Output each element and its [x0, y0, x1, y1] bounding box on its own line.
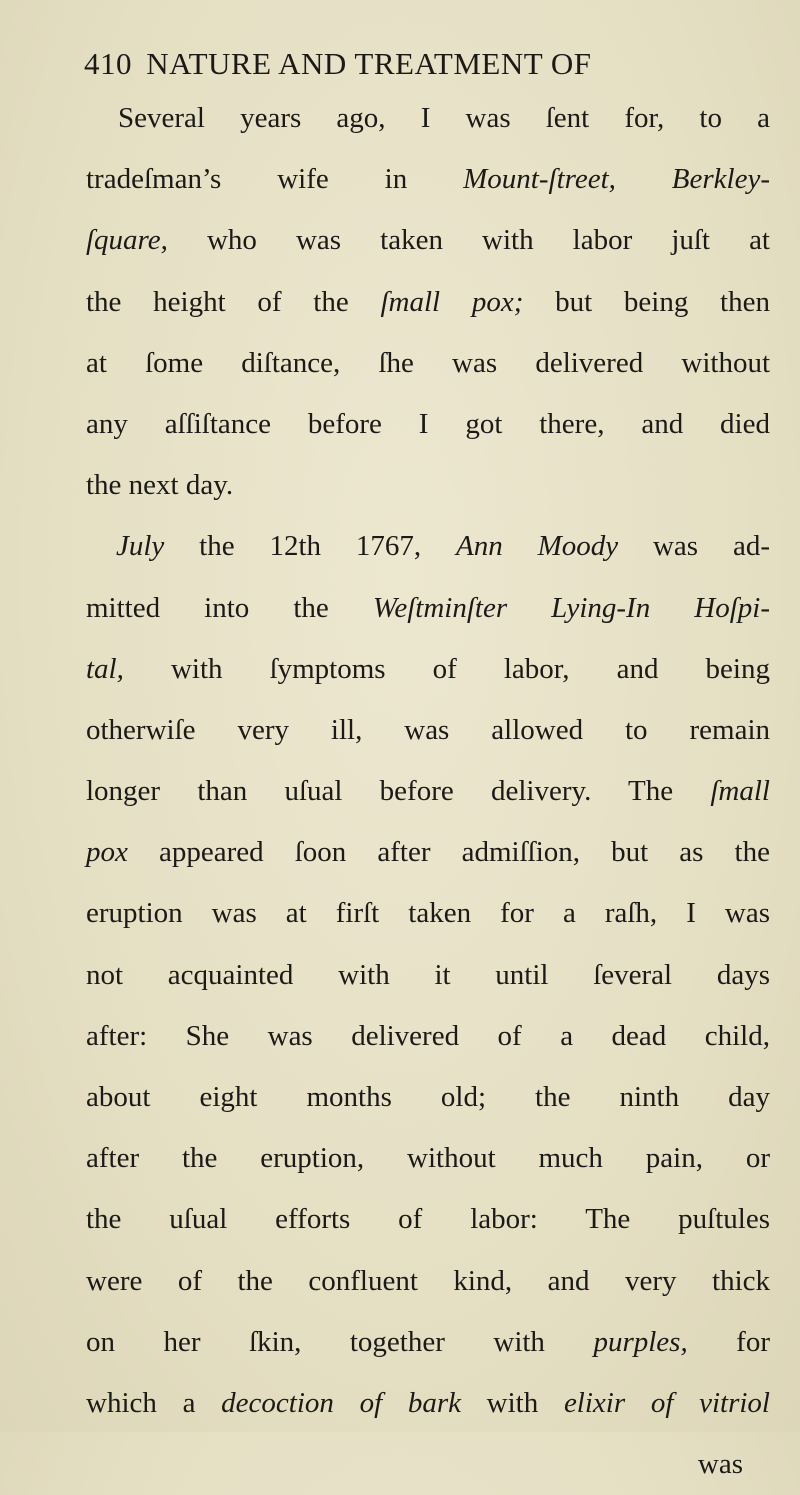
text-run: ſmall pox;: [380, 285, 524, 318]
text-line: [86, 1251, 770, 1312]
text-line: [86, 1128, 770, 1189]
text-run: tradeſman’s wife in: [86, 163, 464, 196]
body-text: [86, 88, 786, 1495]
text-run: purples,: [593, 1325, 688, 1358]
text-line: [86, 394, 770, 455]
text-line: [86, 578, 770, 639]
text-line: [86, 1067, 770, 1128]
text-run: Ann Moody: [456, 530, 619, 563]
text-line: [86, 883, 770, 944]
text-run: but being then: [523, 285, 770, 318]
text-run: the next day.: [86, 469, 234, 502]
text-line: [86, 333, 770, 394]
text-run: ſquare,: [86, 224, 168, 257]
text-run: on her ſkin, together with: [86, 1325, 594, 1358]
text-run: which a: [86, 1386, 222, 1419]
text-run: Mount-ſtreet, Berkley-: [463, 163, 771, 196]
text-line: [86, 88, 770, 149]
text-line: [86, 700, 770, 761]
text-run: about eight months old; the ninth day: [86, 1081, 770, 1113]
text-run: elixir of vitriol: [563, 1386, 770, 1419]
running-head: [84, 46, 592, 82]
page-number: 410: [84, 46, 132, 81]
text-run: was ad-: [618, 530, 770, 563]
text-line: [86, 1373, 770, 1434]
text-run: with ſymptoms of labor, and being: [123, 652, 770, 685]
text-run: tal,: [86, 652, 124, 685]
text-run: pox: [86, 836, 128, 869]
text-run: after: She was delivered of a dead child,: [86, 1019, 770, 1052]
text-run: the uſual efforts of labor: The puſtules: [86, 1203, 770, 1236]
text-line: [86, 639, 770, 700]
text-run: were of the confluent kind, and very thick: [86, 1264, 770, 1297]
text-run: with: [460, 1386, 564, 1419]
text-run: July: [116, 530, 165, 563]
text-line: [86, 945, 770, 1006]
text-run: after the eruption, without much pain, or: [86, 1142, 770, 1175]
text-run: decoction of bark: [221, 1386, 461, 1419]
text-run: longer than uſual before delivery. The: [86, 775, 711, 808]
text-run: at ſome diſtance, ſhe was delivered without: [86, 346, 770, 379]
text-run: Weſtminſter Lying-In Hoſpi-: [372, 591, 770, 624]
text-run: ſmall: [710, 775, 770, 808]
text-run: eruption was at firſt taken for a raſh, I was: [86, 897, 770, 930]
text-line: [86, 149, 770, 210]
text-line: [86, 455, 770, 516]
text-run: the 12th 1767,: [164, 530, 457, 563]
text-line: [86, 1189, 770, 1250]
text-run: mitted into the: [86, 591, 373, 624]
running-title: NATURE AND TREATMENT OF: [146, 46, 592, 81]
text-line: [86, 1006, 770, 1067]
text-run: Several years ago, I was ſent for, to a: [118, 102, 770, 134]
text-run: the height of the: [86, 285, 381, 318]
text-run: who was taken with labor juſt at: [167, 224, 770, 257]
text-line: [86, 516, 770, 577]
text-line: [86, 272, 770, 333]
text-line: [86, 210, 770, 271]
text-run: appeared ſoon after admiſſion, but as the: [127, 836, 770, 869]
text-run: otherwiſe very ill, was allowed to remain: [86, 713, 770, 746]
catchword: was: [697, 1448, 743, 1481]
text-run: any aſſiſtance before I got there, and died: [86, 407, 770, 440]
text-line: [86, 822, 770, 883]
text-line: [86, 761, 770, 822]
text-run: not acquainted with it until ſeveral days: [86, 958, 770, 991]
text-run: for: [687, 1325, 770, 1358]
text-line: [86, 1312, 770, 1373]
